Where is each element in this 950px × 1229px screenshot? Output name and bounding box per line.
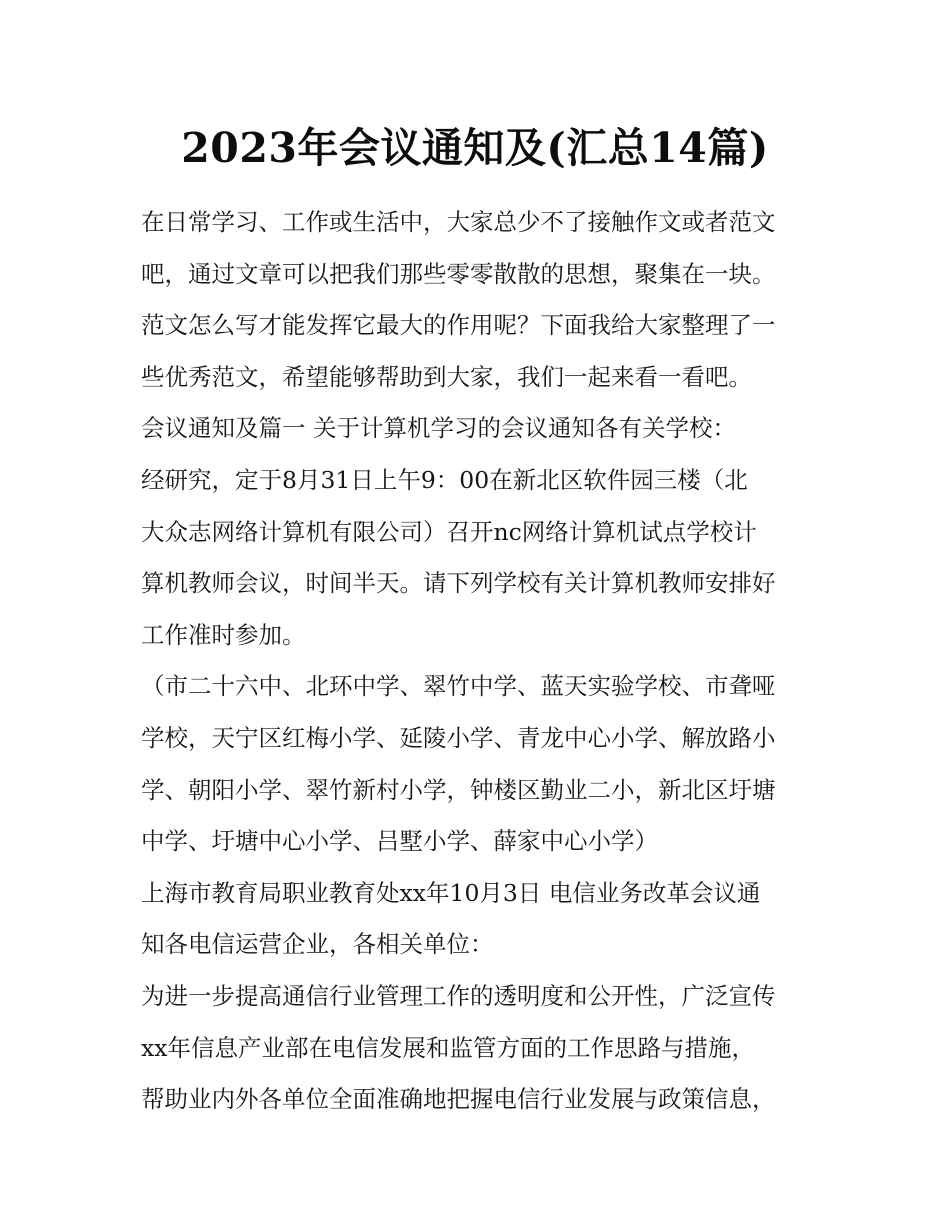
body-line: 吧，通过文章可以把我们那些零零散散的思想，聚集在一块。 xyxy=(141,259,776,288)
body-line: 经研究，定于8月31日上午9：00在新北区软件园三楼（北 xyxy=(141,465,748,494)
body-line: 中学、圩塘中心小学、吕墅小学、薛家中心小学） xyxy=(141,827,658,856)
body-line: （市二十六中、北环中学、翠竹中学、蓝天实验学校、市聋哑 xyxy=(141,672,776,701)
body-line: 工作准时参加。 xyxy=(141,620,306,649)
document-body xyxy=(141,197,821,1126)
body-line: 学、朝阳小学、翠竹新村小学，钟楼区勤业二小，新北区圩塘 xyxy=(141,775,776,804)
body-line: 学校，天宁区红梅小学、延陵小学、青龙中心小学、解放路小 xyxy=(141,723,776,752)
body-line: 在日常学习、工作或生活中，大家总少不了接触作文或者范文 xyxy=(141,208,776,236)
body-line: 上海市教育局职业教育处xx年10月3日 电信业务改革会议通 xyxy=(141,878,761,907)
body-line: 算机教师会议，时间半天。请下列学校有关计算机教师安排好 xyxy=(141,569,776,598)
document-title: 2023年会议通知及(汇总14篇) xyxy=(181,124,769,172)
body-line: 为进一步提高通信行业管理工作的透明度和公开性，广泛宣传 xyxy=(141,981,776,1010)
body-line: 帮助业内外各单位全面准确地把握电信行业发展与政策信息， xyxy=(141,1085,776,1114)
body-line: xx年信息产业部在电信发展和监管方面的工作思路与措施， xyxy=(141,1033,756,1062)
body-line: 会议通知及篇一 关于计算机学习的会议通知各有关学校： xyxy=(141,414,736,443)
body-line: 知各电信运营企业，各相关单位： xyxy=(141,930,494,959)
body-line: 些优秀范文，希望能够帮助到大家，我们一起来看一看吧。 xyxy=(141,362,752,391)
body-line: 范文怎么写才能发挥它最大的作用呢？下面我给大家整理了一 xyxy=(141,311,776,340)
body-line: 大众志网络计算机有限公司）召开nc网络计算机试点学校计 xyxy=(141,517,757,546)
